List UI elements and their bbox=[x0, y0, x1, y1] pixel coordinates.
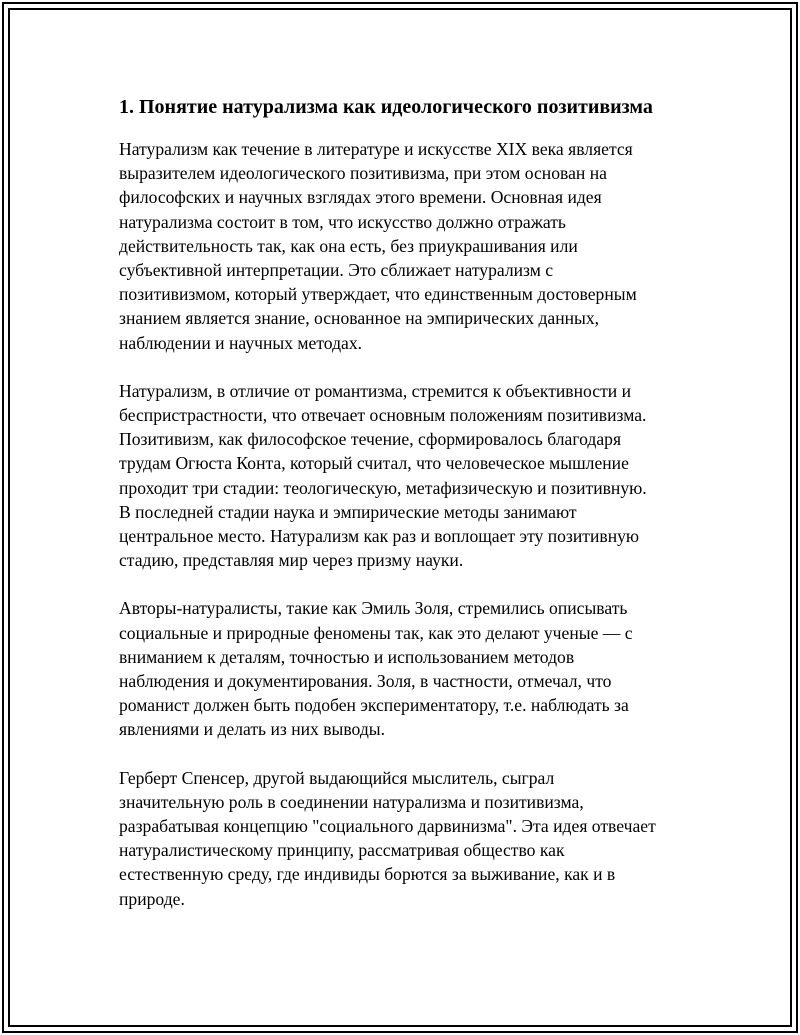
paragraph-positivism-comte bbox=[119, 379, 689, 573]
text-line: романист должен быть подобен экспериментатору, т.е. наблюдать за bbox=[119, 695, 629, 716]
text-line: Натурализм как течение в литературе и искусстве XIX века является bbox=[119, 139, 633, 159]
paragraph-zola bbox=[119, 596, 689, 741]
text-line: трудам Огюста Конта, который считал, что человеческое мышление bbox=[119, 453, 629, 474]
text-line: философских и научных взглядах этого времени. Основная идея bbox=[119, 187, 602, 208]
text-line: натурализма состоит в том, что искусство должно отражать bbox=[119, 211, 566, 232]
text-line: натуралистическому принципу, рассматривая общество как bbox=[119, 840, 565, 861]
text-line: Авторы-натуралисты, такие как Эмиль Золя, стремились описывать bbox=[119, 598, 628, 619]
text-line: значительную роль в соединении натурализма и позитивизма, bbox=[119, 791, 584, 812]
text-line: позитивизмом, который утверждает, что единственным достоверным bbox=[119, 284, 637, 305]
text-line: стадию, представляя мир через призму науки. bbox=[119, 550, 464, 571]
text-line: разрабатывая концепцию "социального дарвинизма". Эта идея отвечает bbox=[119, 816, 656, 837]
text-line: центральное место. Натурализм как раз и воплощает эту позитивную bbox=[119, 526, 640, 547]
text-line: проходит три стадии: теологическую, метафизическую и позитивную. bbox=[119, 477, 647, 498]
text-line: Натурализм, в отличие от романтизма, стремится к объективности и bbox=[119, 380, 631, 401]
text-line: социальные и природные феномены так, как это делают ученые — с bbox=[119, 622, 633, 643]
text-line: природе. bbox=[119, 888, 185, 909]
text-line: наблюдения и документирования. Золя, в частности, отмечал, что bbox=[119, 671, 612, 692]
text-line: действительность так, как она есть, без приукрашивания или bbox=[119, 235, 578, 256]
text-line: Герберт Спенсер, другой выдающийся мыслитель, сыграл bbox=[119, 767, 555, 788]
text-line: В последней стадии наука и эмпирические методы занимают bbox=[119, 501, 577, 522]
text-line: явлениями и делать из них выводы. bbox=[119, 719, 386, 740]
paragraph-naturalism-definition bbox=[119, 137, 689, 355]
text-line: вниманием к деталям, точностью и использованием методов bbox=[119, 646, 575, 667]
text-line: естественную среду, где индивиды борются за выживание, как и в bbox=[119, 864, 616, 885]
text-line: знанием является знание, основанное на эмпирических данных, bbox=[119, 308, 600, 329]
document-body bbox=[119, 93, 689, 935]
text-line: выразителем идеологического позитивизма, при этом основан на bbox=[119, 163, 607, 184]
text-line: субъективной интерпретации. Это сближает натурализм с bbox=[119, 260, 554, 281]
paragraph-spencer bbox=[119, 766, 689, 911]
text-line: Позитивизм, как философское течение, сформировалось благодаря bbox=[119, 429, 622, 450]
section-heading: 1. Понятие натурализма как идеологического позитивизма bbox=[119, 96, 653, 118]
text-line: наблюдении и научных методах. bbox=[119, 332, 363, 353]
text-line: беспристрастности, что отвечает основным положениям позитивизма. bbox=[119, 405, 647, 426]
